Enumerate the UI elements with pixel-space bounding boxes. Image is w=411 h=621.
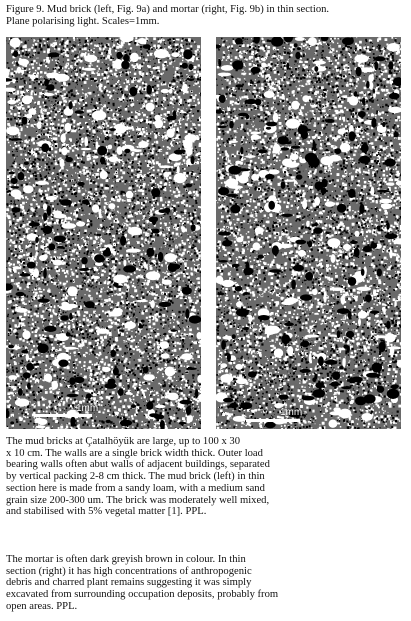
scale-bar	[34, 414, 92, 417]
paragraph-mortar	[6, 554, 406, 613]
text-line: and stabilised with 5% vegetal matter [1]. PPL.	[6, 506, 207, 518]
figure-caption	[6, 4, 406, 27]
text-line: open areas. PPL.	[6, 600, 78, 612]
caption-line: Figure 9. Mud brick (left, Fig. 9a) and mortar (right, Fig. 9b) in thin section.	[6, 4, 330, 15]
text-line: by vertical packing 2-8 cm thick. The mud brick (left) in thin	[6, 471, 265, 483]
mortar-micrograph	[216, 37, 401, 429]
scale-bar	[246, 419, 300, 422]
mud-brick-texture	[6, 37, 201, 429]
text-line: excavated from surrounding occupation deposits, probably from	[6, 589, 279, 601]
scale-label: 1mm	[76, 403, 99, 414]
text-line: section here is made from a sandy loam, with a medium sand	[6, 482, 265, 494]
text-line: grain size 200-300 um. The brick was moderately well mixed,	[6, 494, 270, 506]
mortar-texture	[216, 37, 401, 429]
text-line: x 10 cm. The walls are a single brick width thick. Outer load	[6, 447, 263, 459]
text-line: bearing walls often abut walls of adjacent buildings, separated	[6, 459, 270, 471]
mud-brick-micrograph	[6, 37, 201, 429]
text-line: The mortar is often dark greyish brown in colour. In thin	[6, 554, 246, 565]
text-line: debris and charred plant remains suggesting it was simply	[6, 577, 252, 589]
paragraph-mud-brick	[6, 436, 406, 518]
text-line: The mud bricks at Çatalhöyük are large, up to 100 x 30	[6, 436, 240, 447]
caption-line: Plane polarising light. Scales=1mm.	[6, 15, 160, 27]
text-line: section (right) it has high concentrations of anthropogenic	[6, 565, 252, 577]
scale-label: 1mm	[280, 407, 303, 418]
